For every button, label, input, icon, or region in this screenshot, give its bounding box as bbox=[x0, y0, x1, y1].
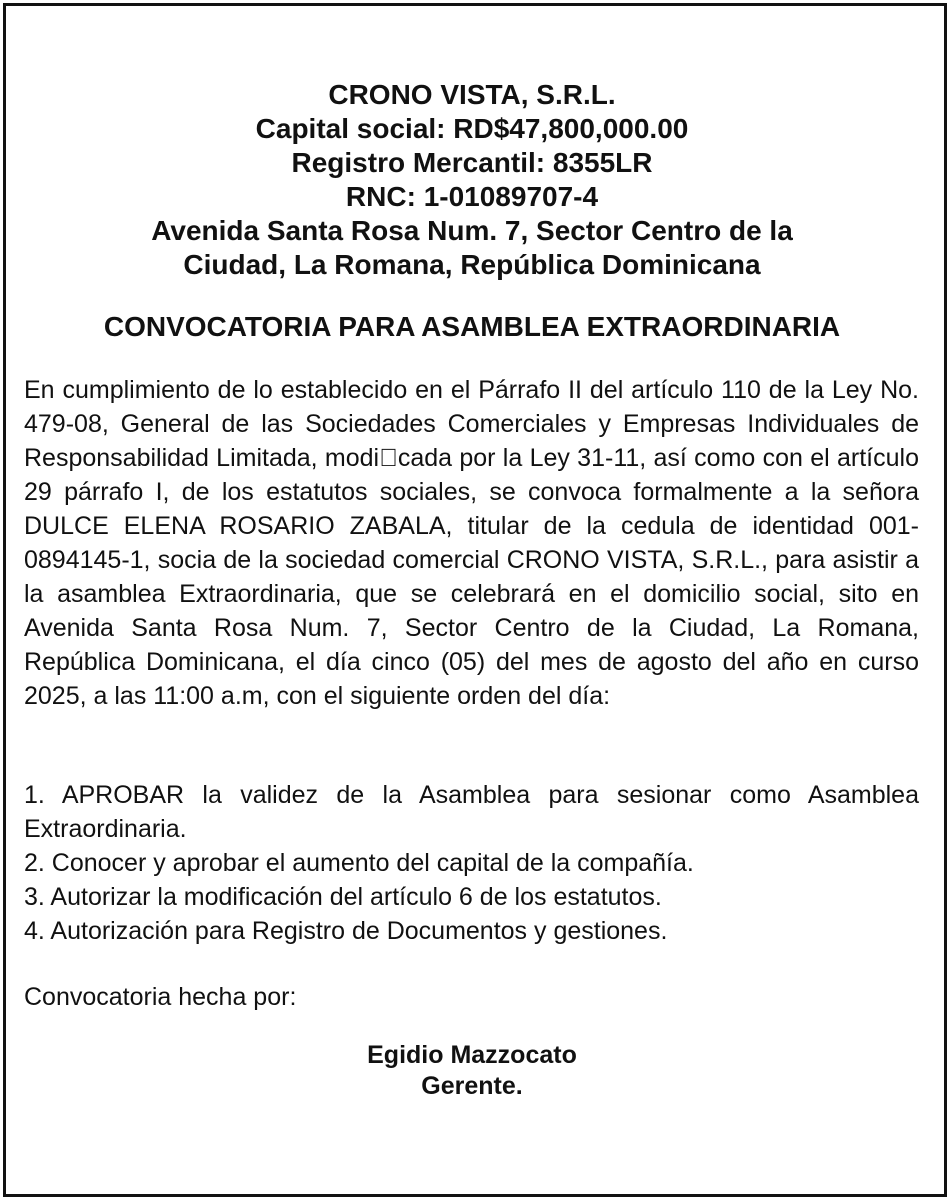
notice-body-paragraph: En cumplimiento de lo establecido en el Párrafo II del artículo 110 de la Ley No. 479-08, General de las Sociedades Comerciales y Empresas Individuales de Responsabilidad Limitada, modi cada por la Ley 31-11, así como con el artículo 29 párrafo I, de los estatutos sociales, se convoca formalmente a la señora DULCE ELENA ROSARIO ZABALA, titular de la cedula de identidad 001-0894145-1, socia de la sociedad comercial CRONO VISTA, S.R.L., para asistir a la asamblea Extraordinaria, que se celebrará en el domicilio social, sito en Avenida Santa Rosa Num. 7, Sector Centro de la Ciudad, La Romana, República Dominicana, el día cinco (05) del mes de agosto del año en curso 2025, a las 11:00 a.m, con el siguiente orden del día: bbox=[24, 376, 919, 710]
company-capital: Capital social: RD$47,800,000.00 bbox=[255, 113, 689, 144]
agenda-item-1: 1. APROBAR la validez de la Asamblea para sesionar como Asamblea Extraordinaria. bbox=[24, 781, 919, 843]
agenda-list bbox=[24, 778, 919, 948]
convoked-by-label: Convocatoria hecha por: bbox=[24, 983, 297, 1011]
company-address-line2: Ciudad, La Romana, República Dominicana bbox=[183, 249, 761, 280]
company-name: CRONO VISTA, S.R.L. bbox=[328, 79, 616, 110]
agenda-item-3: 3. Autorizar la modificación del artículo 6 de los estatutos. bbox=[24, 883, 662, 911]
signatory-role: Gerente. bbox=[421, 1072, 523, 1100]
company-header bbox=[0, 78, 944, 282]
notice-title: CONVOCATORIA PARA ASAMBLEA EXTRAORDINARIA bbox=[103, 311, 841, 342]
company-registry: Registro Mercantil: 8355LR bbox=[291, 147, 653, 178]
signatory-name: Egidio Mazzocato bbox=[367, 1041, 577, 1069]
company-address-line1: Avenida Santa Rosa Num. 7, Sector Centro de la bbox=[151, 215, 793, 246]
company-rnc: RNC: 1-01089707-4 bbox=[345, 181, 599, 212]
agenda-item-2: 2. Conocer y aprobar el aumento del capital de la compañía. bbox=[24, 849, 694, 877]
signature-block bbox=[0, 1040, 944, 1102]
agenda-item-4: 4. Autorización para Registro de Documentos y gestiones. bbox=[24, 917, 668, 945]
